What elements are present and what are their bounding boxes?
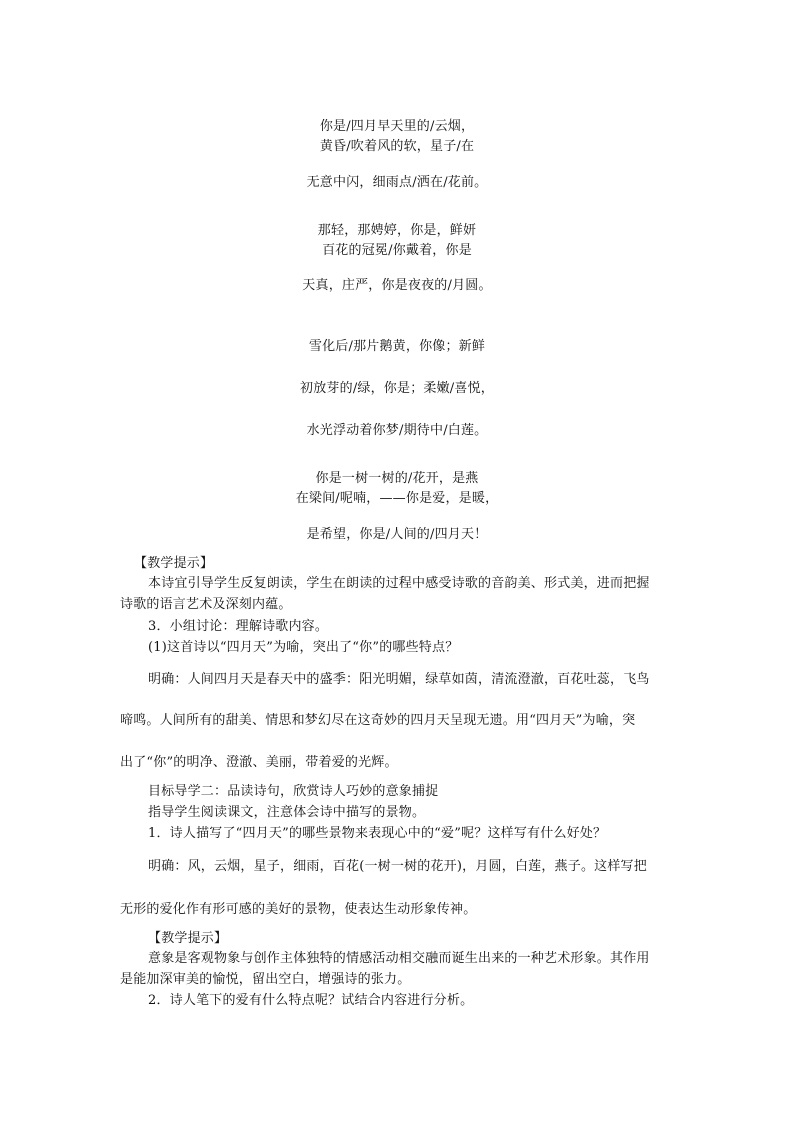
poem-line: 那轻，那娉婷，你是，鲜妍 <box>317 223 477 238</box>
poem-line: 无意中闪，细雨点/洒在/花前。 <box>306 175 488 190</box>
section-heading: 【教学提示】 <box>148 931 228 946</box>
question: 1．诗人描写了“四月天”的哪些景物来表现心中的“爱”呢？这样写有什么好处？ <box>148 826 607 841</box>
paragraph-line: 意象是客观物象与创作主体独特的情感活动相交融而诞生出来的一种艺术形象。其作用 <box>148 951 650 966</box>
poem-line: 天真，庄严，你是夜夜的/月圆。 <box>302 278 492 293</box>
poem-line: 初放芽的/绿，你是；柔嫩/喜悦， <box>300 381 494 396</box>
poem-line: 你是一树一树的/花开，是燕 <box>315 471 479 486</box>
question: (1)这首诗以“四月天”为喻，突出了“你”的哪些特点？ <box>148 640 459 655</box>
poem-line: 是希望，你是/人间的/四月天！ <box>306 527 488 542</box>
paragraph-line: 指导学生阅读课文，注意体会诗中描写的景物。 <box>148 805 426 820</box>
poem-line: 在梁间/呢喃，——你是爱，是暖， <box>295 491 499 506</box>
paragraph-line: 诗歌的语言艺术及深刻内蕴。 <box>120 597 292 612</box>
answer-line: 明确：风，云烟，星子，细雨，百花(一树一树的花开)，月圆，白莲，燕子。这样写把 <box>148 859 647 874</box>
poem-line: 雪化后/那片鹅黄，你像；新鲜 <box>308 339 486 354</box>
poem-line: 你是/四月早天里的/云烟， <box>319 119 475 134</box>
question: 2．诗人笔下的爱有什么特点呢？试结合内容进行分析。 <box>148 993 474 1008</box>
poem-line: 黄昏/吹着风的软，星子/在 <box>319 139 475 154</box>
paragraph-line: 3．小组讨论：理解诗歌内容。 <box>148 619 329 634</box>
paragraph-line: 是能加深审美的愉悦，留出空白，增强诗的张力。 <box>120 972 411 987</box>
answer-line: 无形的爱化作有形可感的美好的景物，使表达生动形象传神。 <box>120 902 477 917</box>
poem-line: 水光浮动着你梦/期待中/白莲。 <box>306 423 488 438</box>
paragraph-line: 本诗宜引导学生反复朗读，学生在朗读的过程中感受诗歌的音韵美、形式美，进而把握 <box>148 576 650 591</box>
answer-line: 明确：人间四月天是春天中的盛季：阳光明媚，绿草如茵，清流澄澈，百花吐蕊，飞鸟 <box>148 672 650 687</box>
section-heading: 【教学提示】 <box>134 556 214 571</box>
answer-line: 出了“你”的明净、澄澈、美丽，带着爱的光辉。 <box>120 755 398 770</box>
poem-line: 百花的冠冕/你戴着，你是 <box>322 243 472 258</box>
answer-line: 啼鸣。人间所有的甜美、情思和梦幻尽在这奇妙的四月天呈现无遗。用“四月天”为喻，突 <box>120 713 636 728</box>
section-heading: 目标导学二：品读诗句，欣赏诗人巧妙的意象捕捉 <box>148 784 439 799</box>
